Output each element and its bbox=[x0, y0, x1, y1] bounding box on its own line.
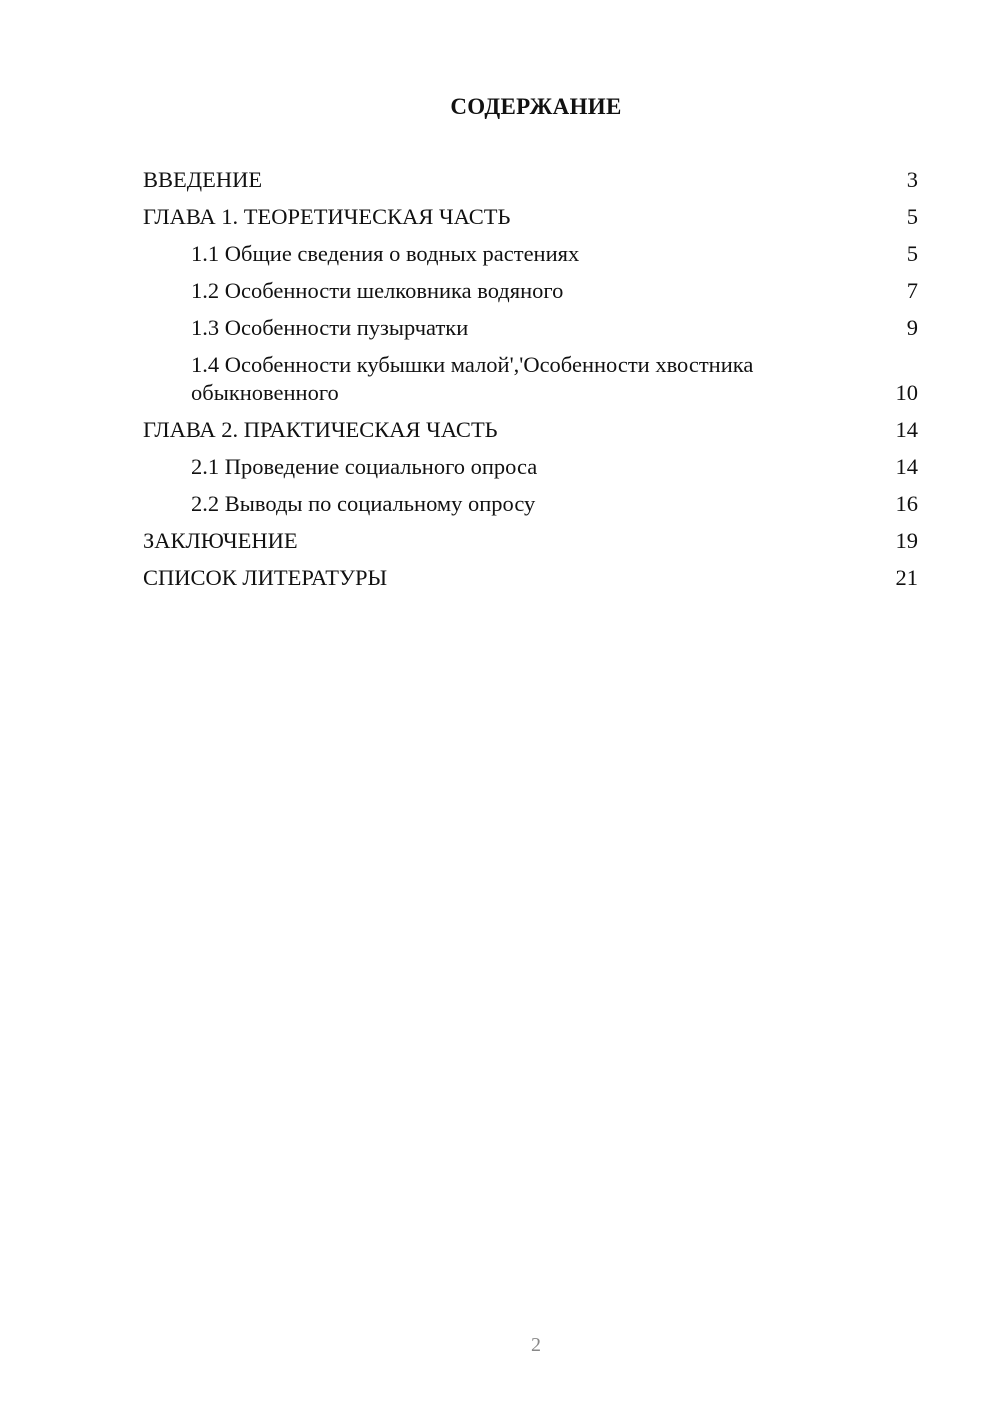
toc-entry-text: 1.2 Особенности шелковника водяного bbox=[191, 278, 564, 303]
toc-entry-text: ЗАКЛЮЧЕНИЕ bbox=[143, 528, 298, 553]
toc-entry-page: 14 bbox=[895, 417, 918, 442]
toc-entry-chapter-1[interactable] bbox=[143, 203, 918, 231]
toc-entry-text: 2.1 Проведение социального опроса bbox=[191, 454, 538, 479]
toc-heading: СОДЕРЖАНИЕ bbox=[450, 94, 622, 119]
toc-entry-section-1-4[interactable] bbox=[143, 351, 918, 407]
toc-entry-page: 9 bbox=[906, 315, 918, 340]
toc-entry-text: 1.1 Общие сведения о водных растениях bbox=[191, 241, 580, 266]
table-of-contents bbox=[143, 166, 918, 601]
toc-entry-introduction[interactable] bbox=[143, 166, 918, 194]
toc-entry-page: 7 bbox=[906, 278, 918, 303]
toc-entry-text: 1.4 Особенности кубышки малой','Особенности хвостника обыкновенного bbox=[191, 352, 754, 405]
toc-entry-chapter-2[interactable] bbox=[143, 416, 918, 444]
toc-entry-text: ГЛАВА 2. ПРАКТИЧЕСКАЯ ЧАСТЬ bbox=[143, 417, 498, 442]
toc-entry-page: 21 bbox=[895, 565, 918, 590]
toc-entry-conclusion[interactable] bbox=[143, 527, 918, 555]
toc-entry-text: ГЛАВА 1. ТЕОРЕТИЧЕСКАЯ ЧАСТЬ bbox=[143, 204, 511, 229]
toc-entry-text: СПИСОК ЛИТЕРАТУРЫ bbox=[143, 565, 388, 590]
toc-entry-section-1-2[interactable] bbox=[143, 277, 918, 305]
toc-entry-page: 16 bbox=[895, 491, 918, 516]
toc-entry-text: 2.2 Выводы по социальному опросу bbox=[191, 491, 536, 516]
toc-entry-references[interactable] bbox=[143, 564, 918, 592]
toc-entry-text: ВВЕДЕНИЕ bbox=[143, 167, 263, 192]
toc-entry-page: 10 bbox=[895, 380, 918, 405]
toc-entry-section-1-3[interactable] bbox=[143, 314, 918, 342]
page-number: 2 bbox=[531, 1334, 541, 1356]
toc-entry-page: 19 bbox=[895, 528, 918, 553]
toc-entry-section-2-1[interactable] bbox=[143, 453, 918, 481]
toc-entry-section-1-1[interactable] bbox=[143, 240, 918, 268]
toc-entry-page: 14 bbox=[895, 454, 918, 479]
toc-entry-section-2-2[interactable] bbox=[143, 490, 918, 518]
toc-entry-page: 5 bbox=[906, 204, 918, 229]
toc-entry-page: 5 bbox=[906, 241, 918, 266]
toc-entry-text: 1.3 Особенности пузырчатки bbox=[191, 315, 469, 340]
toc-entry-page: 3 bbox=[906, 167, 918, 192]
